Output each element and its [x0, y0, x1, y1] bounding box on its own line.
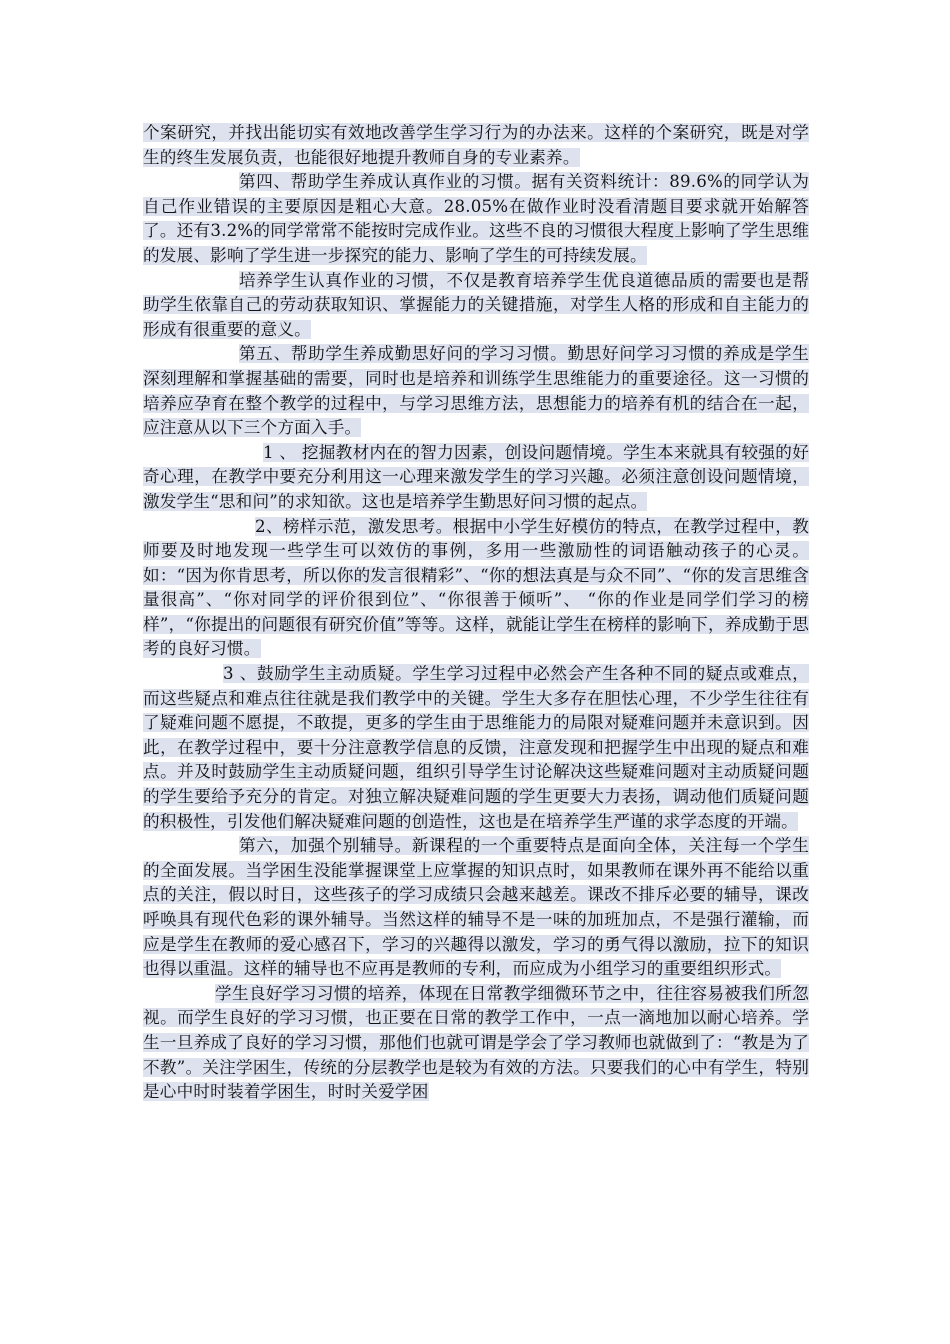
paragraph-individual-tutoring: [143, 834, 809, 982]
paragraph-text: 学生良好学习习惯的培养，体现在日常教学细微环节之中，往往容易被我们所忽视。而学生良好的学习习惯，也正要在日常的教学工作中，一点一滴地加以耐心培养。学生一旦养成了良好的学习习惯，那他们也就可谓是学会了学习教师也就做到了：“教是为了不教”。关注学困生，传统的分层教学也是较为有效的方法。只要我们的心中有学生，特别是心中时时装着学困生，时时关爱学困: [143, 983, 809, 1102]
paragraph-text: 第六，加强个别辅导。新课程的一个重要特点是面向全体，关注每一个学生的全面发展。当学困生没能掌握课堂上应掌握的知识点时，如果教师在课外再不能给以重点的关注，假以时日，这些孩子的学习成绩只会越来越差。课改不排斥必要的辅导，课改呼唤具有现代色彩的课外辅导。当然这样的辅导不是一味的加班加点，不是强行灌输，而应是学生在教师的爱心感召下，学习的兴趣得以激发，学习的勇气得以激励，拉下的知识也得以重温。这样的辅导也不应再是教师的专利，而应成为小组学习的重要组织形式。: [143, 836, 809, 979]
paragraph-case-study: [143, 121, 809, 170]
paragraph-point-3: [143, 662, 809, 834]
paragraph-point-2: [143, 515, 809, 663]
paragraph-text: 个案研究，并找出能切实有效地改善学生学习行为的办法来。这样的个案研究，既是对学生的终生发展负责，也能很好地提升教师自身的专业素养。: [143, 123, 809, 167]
paragraph-homework-habit: [143, 170, 809, 268]
paragraph-point-1: [143, 441, 809, 515]
paragraph-text: 3 、鼓励学生主动质疑。学生学习过程中必然会产生各种不同的疑点或难点，而这些疑点和难点往往就是我们教学中的关键。学生大多存在胆怯心理，不少学生往往有了疑难问题不愿提，不敢提，更多的学生由于思维能力的局限对疑难问题并未意识到。因此，在教学过程中，要十分注意教学信息的反馈，注意发现和把握学生中出现的疑点和难点。并及时鼓励学生主动质疑问题，组织引导学生讨论解决这些疑难问题对主动质疑问题的学生要给予充分的肯定。对独立解决疑难问题的学生更要大力表扬，调动他们质疑问题的积极性，引发他们解决疑难问题的创造性，这也是在培养学生严谨的求学态度的开端。: [143, 664, 809, 831]
paragraph-text: 1 、 挖掘教材内在的智力因素，创设问题情境。学生本来就具有较强的好奇心理，在教学中要充分利用这一心理来激发学生的学习兴趣。必须注意创设问题情境，激发学生“思和问”的求知欲。这也是培养学生勤思好问习惯的起点。: [143, 442, 809, 511]
document-body: [143, 121, 809, 1105]
paragraph-text: 培养学生认真作业的习惯，不仅是教育培养学生优良道德品质的需要也是帮助学生依靠自己的劳动获取知识、掌握能力的关键措施，对学生人格的形成和自主能力的形成有很重要的意义。: [143, 270, 809, 339]
paragraph-conclusion: [143, 982, 809, 1105]
paragraph-text: 2、榜样示范，激发思考。根据中小学生好模仿的特点，在教学过程中，教师要及时地发现一些学生可以效仿的事例，多用一些激励性的词语触动孩子的心灵。如：“因为你肯思考，所以你的发言很精彩”、“你的想法真是与众不同”、“你的发言思维含量很高”、“你对同学的评价很到位”、“你很善于倾听”、 “你的作业是同学们学习的榜样”，“你提出的问题很有研究价值”等等。这样，就能让学生在榜样的影响下，养成勤于思考的良好习惯。: [143, 516, 809, 659]
paragraph-text: 第五、帮助学生养成勤思好问的学习习惯。勤思好问学习习惯的养成是学生深刻理解和掌握基础的需要，同时也是培养和训练学生思维能力的重要途径。这一习惯的培养应孕育在整个教学的过程中，与学习思维方法，思想能力的培养有机的结合在一起，应注意从以下三个方面入手。: [143, 344, 809, 438]
paragraph-thinking-habit: [143, 342, 809, 440]
paragraph-homework-significance: [143, 269, 809, 343]
paragraph-text: 第四、帮助学生养成认真作业的习惯。据有关资料统计：89.6%的同学认为自己作业错误的主要原因是粗心大意。28.05%在做作业时没看清题目要求就开始解答了。还有3.2%的同学常常不能按时完成作业。这些不良的习惯很大程度上影响了学生思维的发展、影响了学生进一步探究的能力、影响了学生的可持续发展。: [143, 172, 809, 265]
